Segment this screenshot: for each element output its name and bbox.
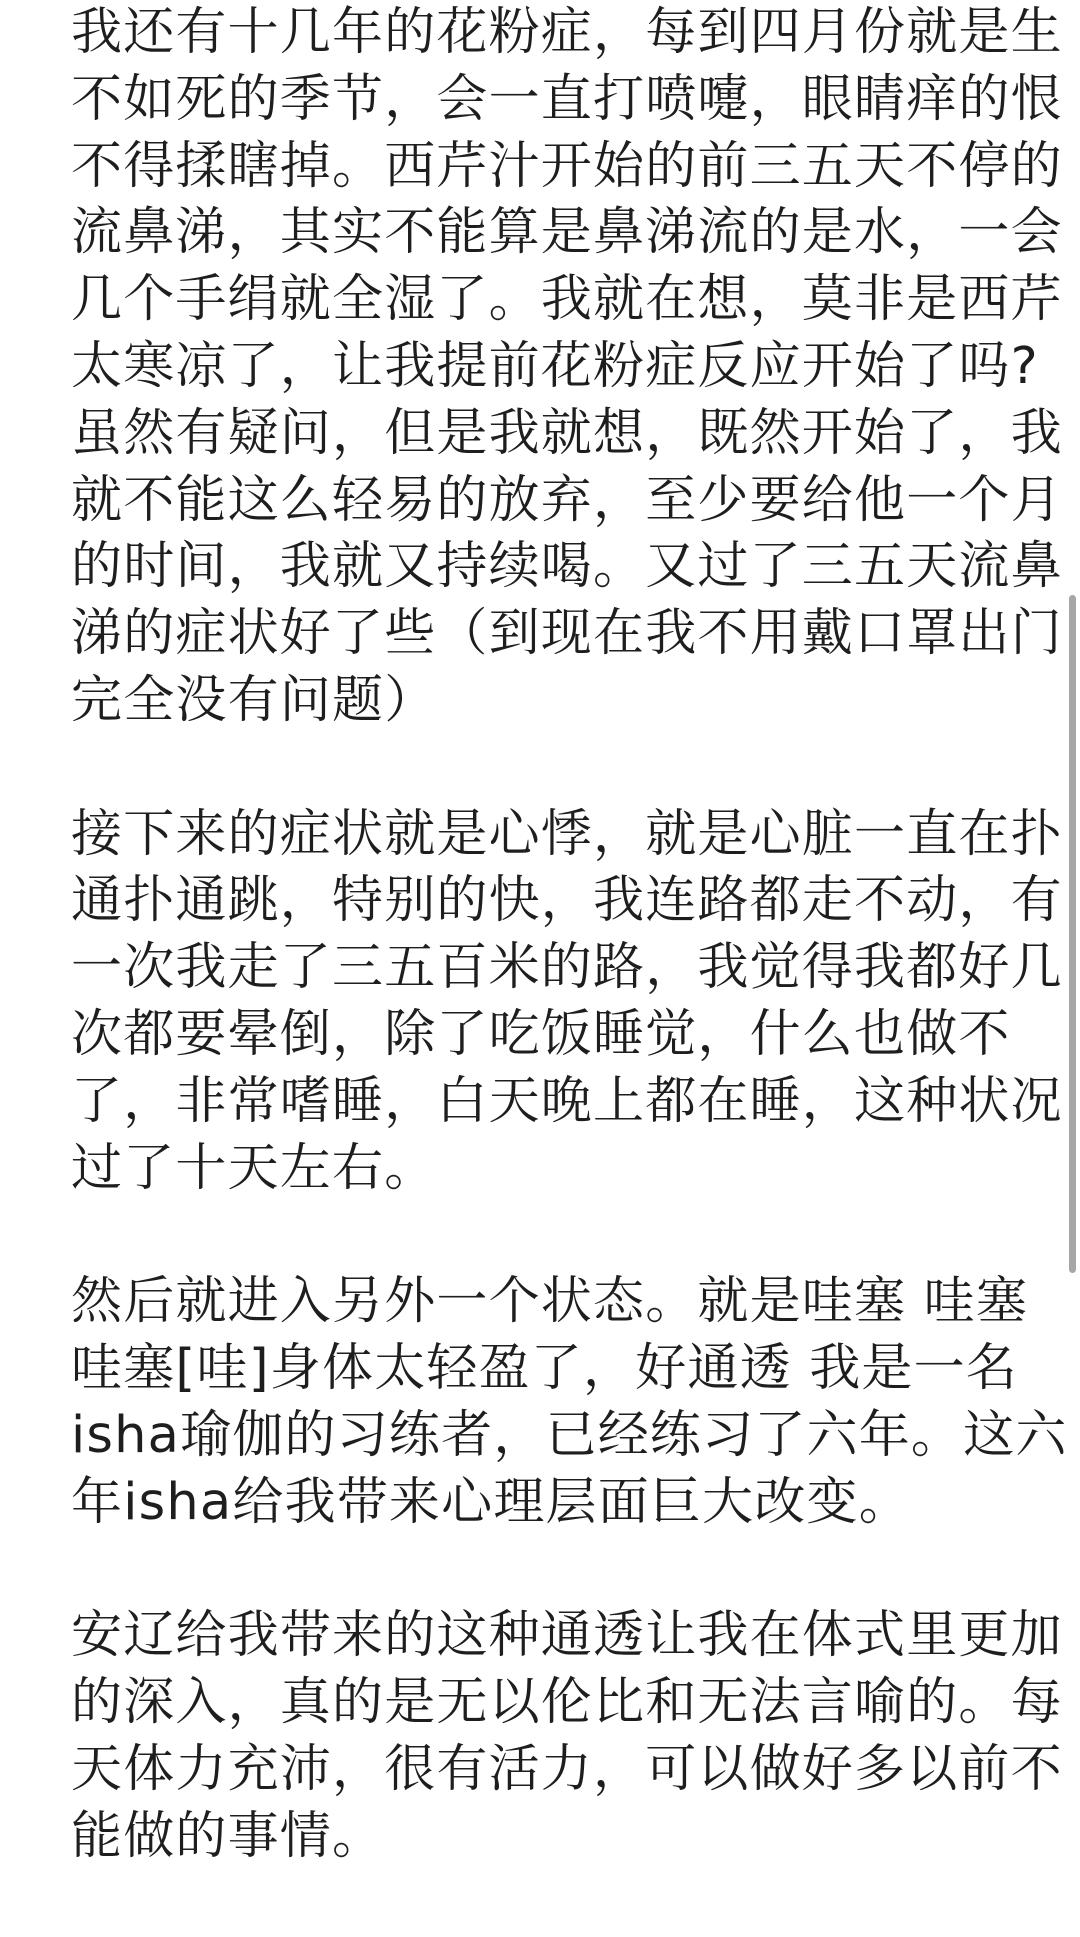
text-line: 流鼻涕，其实不能算是鼻涕流的是水，一会 <box>71 203 1063 263</box>
vertical-scrollbar[interactable] <box>1066 0 1080 1897</box>
text-line: 接下来的症状就是心悸，就是心脏一直在扑 <box>71 804 1063 864</box>
paragraph-palpitations <box>71 802 1063 1203</box>
text-line: 虽然有疑问，但是我就想，既然开始了，我 <box>71 403 1063 463</box>
text-line: 不得揉瞎掉。西芹汁开始的前三五天不停的 <box>71 136 1063 196</box>
text-line: 几个手绢就全湿了。我就在想，莫非是西芹 <box>71 270 1063 330</box>
text-line: 就不能这么轻易的放弃，至少要给他一个月 <box>71 470 1063 530</box>
text-line: 一次我走了三五百米的路，我觉得我都好几 <box>71 938 1063 998</box>
paragraph-lightness <box>71 1269 1068 1536</box>
text-line: 涕的症状好了些（到现在我不用戴口罩出门 <box>71 604 1063 664</box>
text-line: 能做的事情。 <box>71 1806 385 1866</box>
text-line: 的深入，真的是无以伦比和无法言喻的。每 <box>71 1672 1063 1732</box>
text-line: 不如死的季节，会一直打喷嚏，眼睛痒的恨 <box>71 69 1063 129</box>
text-line: 完全没有问题） <box>71 670 437 730</box>
text-line: isha瑜伽的习练者，已经练习了六年。这六 <box>71 1405 1068 1465</box>
text-line: 过了十天左右。 <box>71 1138 437 1198</box>
text-line: 天体力充沛，很有活力，可以做好多以前不 <box>71 1739 1063 1799</box>
text-line: 太寒凉了，让我提前花粉症反应开始了吗? <box>71 336 1039 396</box>
text-line: 我还有十几年的花粉症，每到四月份就是生 <box>71 3 1063 62</box>
scrollbar-thumb[interactable] <box>1069 595 1076 1273</box>
text-line: 年isha给我带来心理层面巨大改变。 <box>71 1472 911 1532</box>
text-line: 然后就进入另外一个状态。就是哇塞 哇塞 <box>71 1272 1029 1332</box>
article-body <box>71 0 1068 1937</box>
text-line: 哇塞[哇]身体太轻盈了，好通透 我是一名 <box>71 1338 1019 1398</box>
text-line: 的时间，我就又持续喝。又过了三五天流鼻 <box>71 537 1063 597</box>
text-line: 安辽给我带来的这种通透让我在体式里更加 <box>71 1606 1063 1666</box>
text-line: 次都要晕倒，除了吃饭睡觉，什么也做不 <box>71 1004 1011 1064</box>
text-line: 了，非常嗜睡，白天晚上都在睡，这种状况 <box>71 1071 1063 1131</box>
paragraph-energy <box>71 1603 1063 1870</box>
text-line: 通扑通跳，特别的快，我连路都走不动，有 <box>71 871 1063 931</box>
paragraph-hay-fever <box>71 0 1063 735</box>
